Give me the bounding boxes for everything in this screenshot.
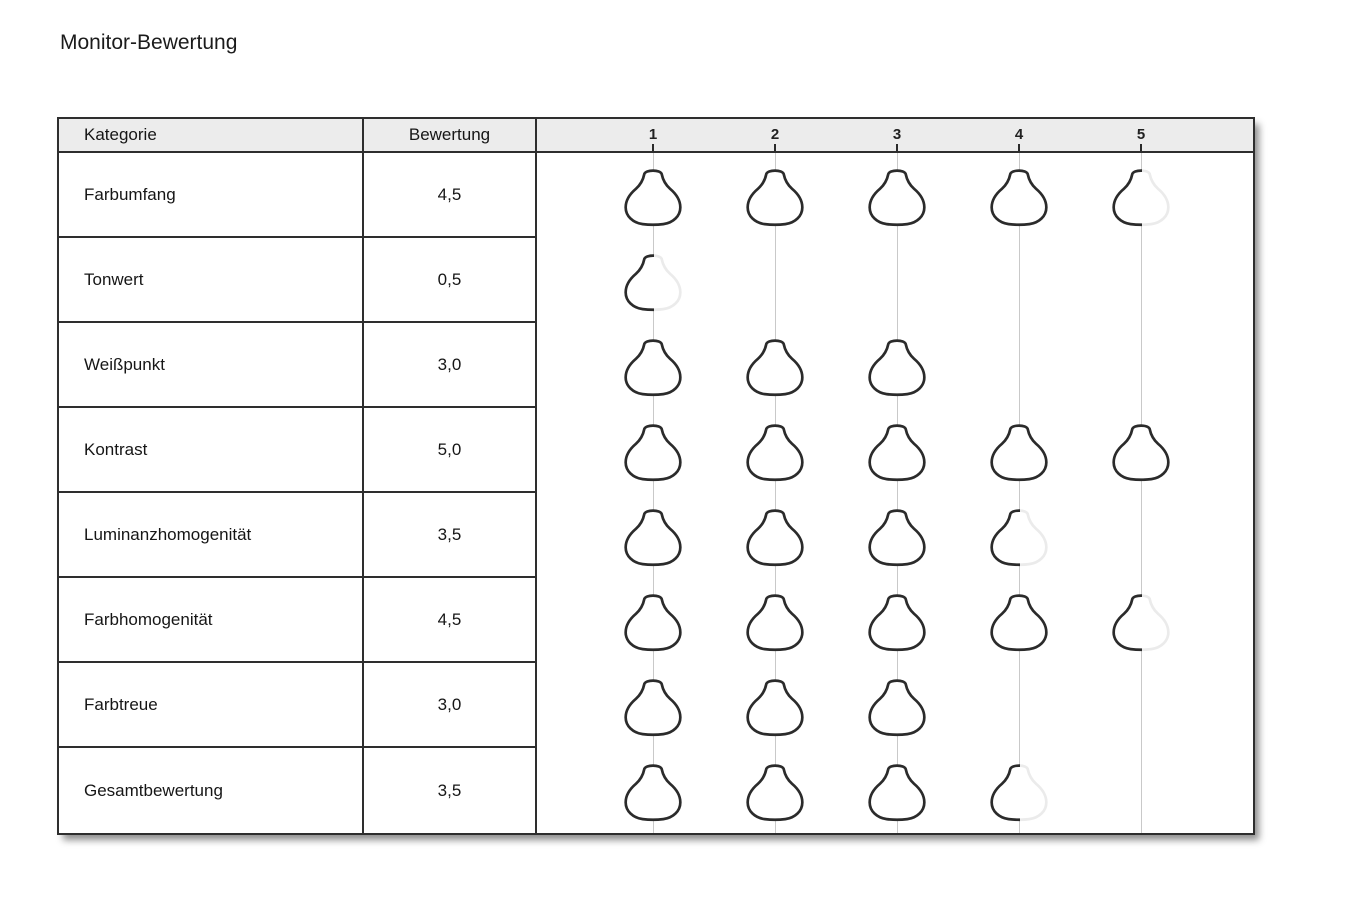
rating-blob-icon (742, 420, 808, 484)
rating-blob-icon (742, 165, 808, 229)
rating-value-cell: 4,5 (364, 578, 535, 663)
category-cell: Gesamtbewertung (59, 748, 362, 833)
rating-value-cell: 3,0 (364, 323, 535, 408)
rating-blob-icon (620, 675, 686, 739)
blob-shape (986, 165, 1052, 229)
chart-area (537, 153, 1253, 833)
half-blob-shape (1108, 165, 1174, 229)
chart-row (537, 238, 1253, 323)
chart-row (537, 493, 1253, 578)
rating-blob-icon (986, 590, 1052, 654)
rating-blob-icon (742, 760, 808, 824)
blob-shape (620, 760, 686, 824)
blob-shape (986, 590, 1052, 654)
rating-blob-icon (620, 165, 686, 229)
rating-blob-icon (864, 675, 930, 739)
scale-tick-label: 1 (648, 125, 658, 143)
rating-blob-icon (986, 165, 1052, 229)
chart-row (537, 578, 1253, 663)
rating-blob-icon (864, 505, 930, 569)
rating-half-blob-icon (620, 250, 686, 314)
rating-blob-icon (864, 165, 930, 229)
category-cell: Farbhomogenität (59, 578, 362, 663)
header-cell-bewertung: Bewertung (364, 119, 537, 151)
blob-shape (742, 590, 808, 654)
rating-value-cell: 3,5 (364, 493, 535, 578)
rating-blob-icon (864, 590, 930, 654)
rating-blob-icon (620, 420, 686, 484)
chart-row (537, 663, 1253, 748)
chart-row (537, 153, 1253, 238)
blob-shape (742, 760, 808, 824)
rating-blob-icon (620, 335, 686, 399)
category-column (59, 153, 364, 833)
blob-shape (864, 165, 930, 229)
chart-scale-header (537, 119, 1253, 151)
blob-shape (864, 590, 930, 654)
rating-blob-icon (742, 590, 808, 654)
rating-half-blob-icon (1108, 590, 1174, 654)
blob-shape (742, 165, 808, 229)
rating-value-cell: 3,0 (364, 663, 535, 748)
rating-value-cell: 5,0 (364, 408, 535, 493)
scale-tick-mark (1018, 144, 1020, 151)
rating-blob-icon (1108, 420, 1174, 484)
scale-tick-mark (1140, 144, 1142, 151)
rating-value-cell: 4,5 (364, 153, 535, 238)
rating-blob-icon (986, 420, 1052, 484)
half-blob-shape (986, 760, 1052, 824)
rating-blob-icon (742, 675, 808, 739)
rating-blob-icon (620, 590, 686, 654)
table-body (59, 153, 1253, 833)
blob-shape (1108, 420, 1174, 484)
rating-blob-icon (864, 760, 930, 824)
blob-shape (864, 675, 930, 739)
scale-tick-label: 5 (1136, 125, 1146, 143)
scale-tick-label: 2 (770, 125, 780, 143)
category-cell: Kontrast (59, 408, 362, 493)
rating-blob-icon (620, 505, 686, 569)
blob-shape (864, 335, 930, 399)
rating-blob-icon (620, 760, 686, 824)
half-blob-shape (986, 505, 1052, 569)
rating-value-cell: 0,5 (364, 238, 535, 323)
scale-tick-mark (652, 144, 654, 151)
rating-blob-icon (864, 335, 930, 399)
blob-shape (742, 675, 808, 739)
category-cell: Farbumfang (59, 153, 362, 238)
rating-table (57, 117, 1255, 835)
category-cell: Luminanzhomogenität (59, 493, 362, 578)
scale-tick-mark (896, 144, 898, 151)
blob-shape (742, 335, 808, 399)
blob-shape (864, 505, 930, 569)
half-blob-shape (620, 250, 686, 314)
scale-tick-label: 4 (1014, 125, 1024, 143)
rating-half-blob-icon (986, 760, 1052, 824)
category-cell: Tonwert (59, 238, 362, 323)
blob-shape (620, 590, 686, 654)
scale-tick-mark (774, 144, 776, 151)
blob-shape (620, 675, 686, 739)
blob-shape (620, 165, 686, 229)
rating-column (364, 153, 537, 833)
blob-shape (620, 335, 686, 399)
blob-shape (864, 760, 930, 824)
chart-row (537, 748, 1253, 833)
rating-half-blob-icon (1108, 165, 1174, 229)
page-title: Monitor-Bewertung (60, 31, 238, 54)
rating-value-cell: 3,5 (364, 748, 535, 833)
rating-blob-icon (742, 505, 808, 569)
blob-shape (986, 420, 1052, 484)
table-header-row (59, 119, 1253, 153)
scale-tick-label: 3 (892, 125, 902, 143)
chart-row (537, 408, 1253, 493)
blob-shape (742, 505, 808, 569)
rating-blob-icon (742, 335, 808, 399)
blob-shape (742, 420, 808, 484)
category-cell: Farbtreue (59, 663, 362, 748)
blob-shape (864, 420, 930, 484)
rating-half-blob-icon (986, 505, 1052, 569)
blob-shape (620, 420, 686, 484)
category-cell: Weißpunkt (59, 323, 362, 408)
rating-blob-icon (864, 420, 930, 484)
half-blob-shape (1108, 590, 1174, 654)
blob-shape (620, 505, 686, 569)
chart-row (537, 323, 1253, 408)
header-cell-kategorie: Kategorie (59, 119, 364, 151)
